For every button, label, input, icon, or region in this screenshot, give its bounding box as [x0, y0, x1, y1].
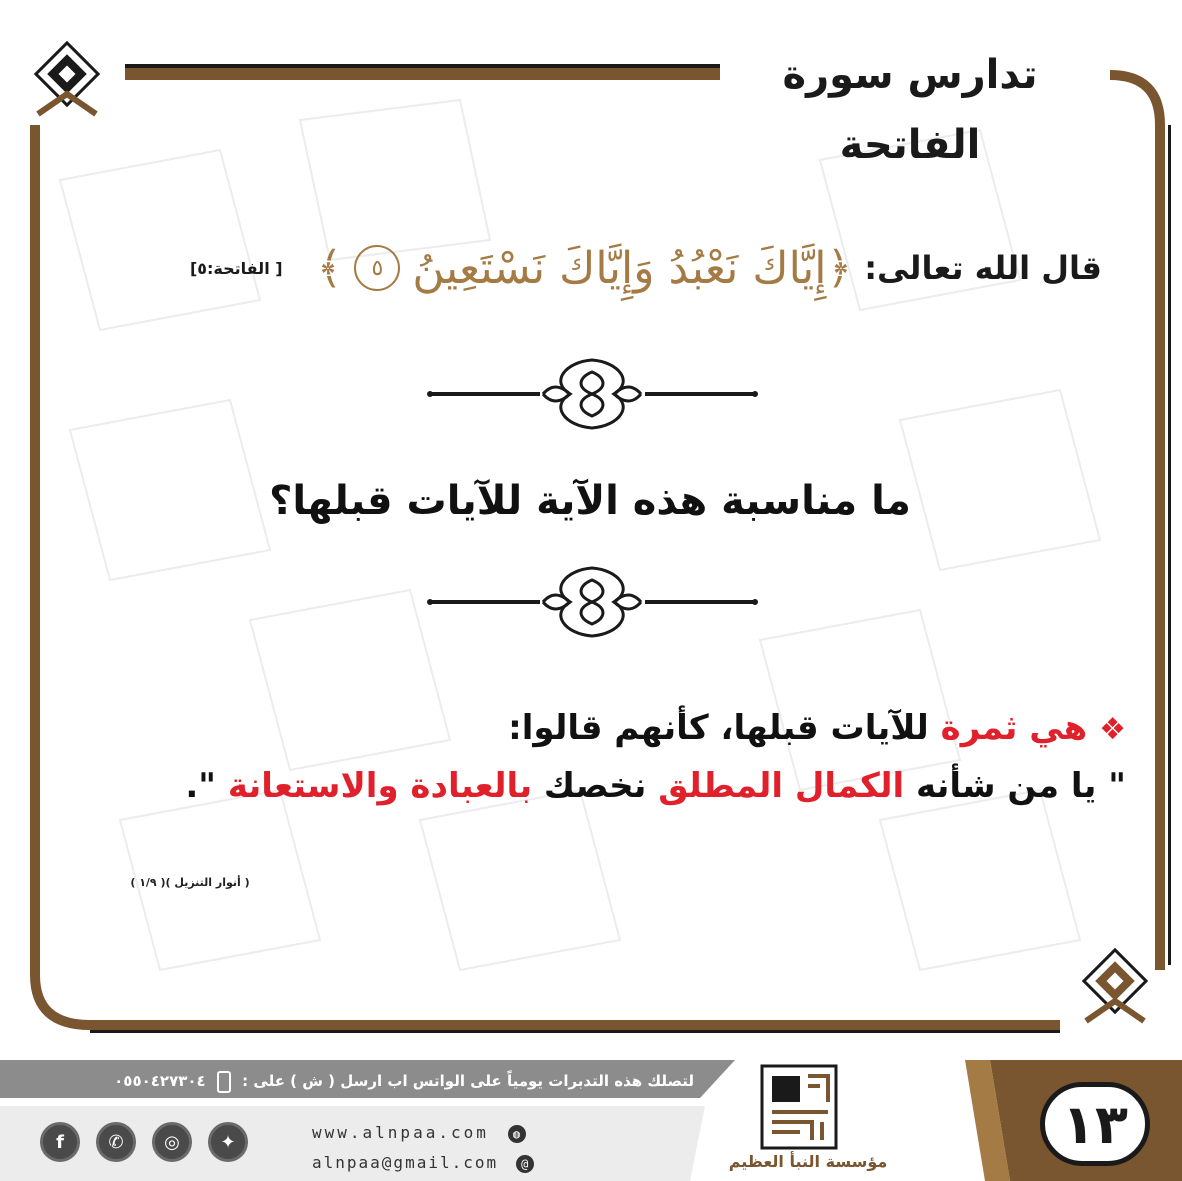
quote-open: " يا من شأنه: [904, 766, 1126, 806]
instagram-icon[interactable]: ◎: [152, 1122, 192, 1162]
phone-icon: [217, 1071, 231, 1093]
at-sign-icon: @: [516, 1155, 534, 1173]
facebook-icon[interactable]: f: [40, 1122, 80, 1162]
card-number-badge: ١٣: [1040, 1082, 1150, 1166]
answer-text-segment: نخصك: [532, 766, 659, 806]
phone-number[interactable]: ٠٥٥٠٤٢٧٣٠٤: [114, 1072, 206, 1090]
answer-line-1: [126, 700, 1126, 758]
ornament-divider-icon: [425, 352, 760, 436]
ornament-divider-icon: [425, 560, 760, 644]
organization-logo-icon: [752, 1062, 846, 1152]
ayah-number-badge: ٥: [354, 245, 400, 291]
answer-text: [126, 700, 1126, 814]
corner-logo-icon: [28, 38, 106, 118]
website-url[interactable]: www.alnpaa.com: [312, 1123, 489, 1142]
quote-close: ".: [185, 766, 228, 806]
email-address[interactable]: alnpaa@gmail.com: [312, 1153, 499, 1172]
email-link[interactable]: [312, 1150, 582, 1176]
source-citation: ( أنوار التنزيل )( ١/٩ ): [130, 876, 250, 889]
corner-logo-icon: [1076, 945, 1154, 1025]
verse-intro: قال الله تعالى:: [864, 249, 1102, 287]
contact-line: [14, 1066, 694, 1096]
organization-name: مؤسسة النبأ العظيم: [728, 1152, 888, 1171]
contact-text: لتصلك هذه التدبرات يومياً على الواتس اب ارسل ( ش ) على :: [242, 1072, 694, 1090]
bullet-icon: ❖: [1099, 712, 1126, 747]
answer-text-segment: للآيات قبلها، كأنهم قالوا:: [508, 708, 941, 748]
verse-close-bracket: ﴾: [316, 242, 343, 294]
answer-line-2: [126, 758, 1126, 814]
page-title: تدارس سورة الفاتحة: [720, 40, 1100, 110]
quran-verse: ﴿إِيَّاكَ نَعْبُدُ وَإِيَّاكَ نَسْتَعِينُ: [412, 242, 853, 294]
verse-reference: [ الفاتحة:٥]: [189, 258, 283, 278]
twitter-icon[interactable]: ✦: [208, 1122, 248, 1162]
question-heading: ما مناسبة هذه الآية للآيات قبلها؟: [269, 478, 911, 524]
website-link[interactable]: [312, 1120, 582, 1146]
answer-highlight: بالعبادة والاستعانة: [227, 766, 533, 806]
verse-row: [92, 228, 1102, 308]
answer-highlight: هي ثمرة: [940, 708, 1088, 748]
globe-icon: ◍: [508, 1125, 526, 1143]
answer-highlight: الكمال المطلق: [658, 766, 905, 806]
whatsapp-icon[interactable]: ✆: [96, 1122, 136, 1162]
